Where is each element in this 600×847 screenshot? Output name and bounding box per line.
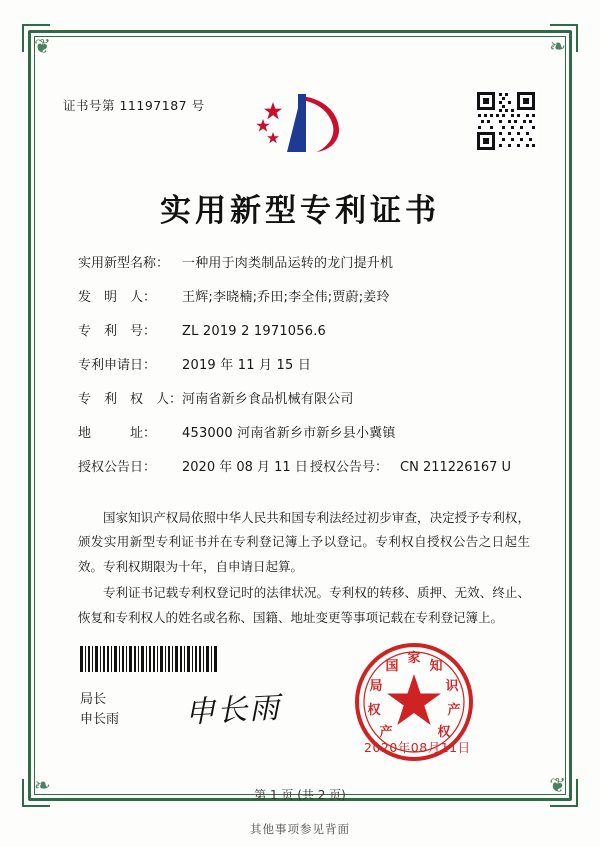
field-value: 2019 年 11 月 15 日 [182,358,312,373]
svg-text:权: 权 [367,703,381,718]
fields-list [78,252,530,490]
field-label: 授权公告日： [78,460,157,475]
field-label: 发 明 人： [78,290,157,305]
svg-text:权: 权 [437,725,451,740]
svg-text:局: 局 [369,679,383,694]
director-name: 申长雨 [80,712,120,728]
director-block [80,690,119,730]
page-title: 实用新型专利证书 [160,193,440,229]
flourish-icon: ❧ [34,773,51,797]
svg-text:产: 产 [379,725,393,740]
svg-text:国: 国 [385,659,399,674]
field-value: 2020 年 08 月 11 日 [182,460,308,475]
field-row-address [78,422,530,441]
field-row-application-date [78,354,530,373]
page-count: 第 1 页 (共 2 页) [254,788,346,802]
paragraph-grant-statement: 国家知识产权局依照中华人民共和国专利法经过初步审查，决定授予专利权，颁发实用新型专利证书并在专利登记簿上予以登记。专利权自授权公告之日起生效。专利权期限为十年，自申请日起算。 [78,510,530,574]
cnipa-logo-icon [243,88,353,158]
field-value: ZL 2019 2 1971056.6 [182,324,327,339]
field-row-inventors [78,286,530,305]
field-row-patentee [78,388,530,407]
field-label: 专利申请日： [78,358,157,373]
field-row-utility-model-name [78,252,530,271]
handwritten-signature: 申长雨 [184,690,282,731]
field-value: 一种用于肉类制品运转的龙门提升机 [182,256,394,271]
grant-date-group [78,456,310,475]
svg-text:知: 知 [429,659,443,674]
paragraph-register-statement: 专利证书记载专利权登记时的法律状况。专利权的转移、质押、无效、终止、恢复和专利权人的姓名或名称、国籍、地址变更等事项记载在专利登记簿上。 [78,585,530,625]
director-label: 局长 [80,692,107,707]
seal-date: 2020年08月11日 [364,740,471,755]
field-value: 453000 河南省新乡市新乡县小冀镇 [182,426,396,441]
body-paragraphs [78,506,530,632]
flourish-icon: ❦ [34,34,51,58]
field-label: 地 址： [78,426,157,441]
field-row-grant-announcement [78,456,530,475]
field-value: CN 211226167 U [400,460,512,475]
svg-text:识: 识 [445,679,459,694]
field-label: 专 利 号： [78,324,157,339]
qr-code-icon [475,90,537,152]
field-label: 授权公告号： [310,460,389,475]
field-row-patent-number [78,320,530,339]
field-label: 实用新型名称： [78,256,170,271]
certificate-number: 证书号第 11197187 号 [63,98,205,113]
field-label: 专 利 权 人： [78,392,183,407]
grant-number-group [310,456,511,475]
flourish-icon: ❧ [549,34,566,58]
footer-note: 其他事项参见背面 [250,822,350,836]
field-value: 王辉;李晓楠;乔田;李全伟;贾蔚;姜玲 [182,290,390,305]
field-value: 河南省新乡食品机械有限公司 [182,392,354,407]
flourish-icon: ❦ [549,773,566,797]
barcode-icon [80,646,220,672]
svg-text:产: 产 [447,703,461,718]
svg-text:家: 家 [407,651,421,666]
